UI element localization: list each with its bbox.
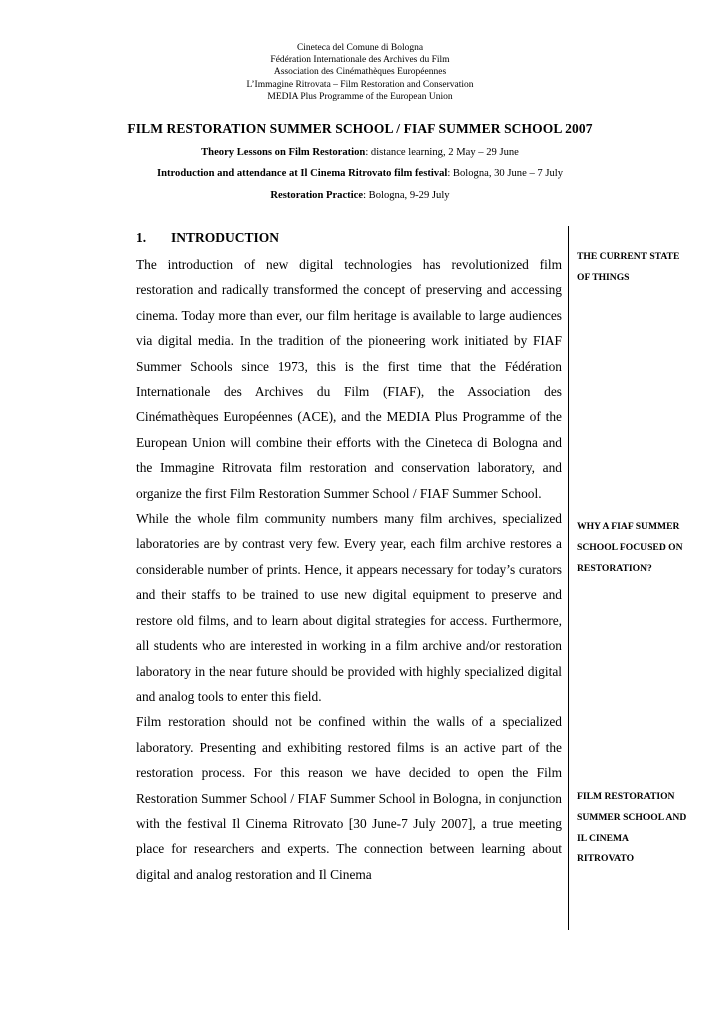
schedule-label: Restoration Practice <box>270 190 364 201</box>
document-header <box>0 42 720 103</box>
section-number: 1. <box>136 230 147 245</box>
header-line: Association des Cinémathèques Européennes <box>273 67 447 78</box>
schedule-detail: : distance learning, 2 May – 29 June <box>365 147 519 158</box>
section-title: INTRODUCTION <box>171 230 280 245</box>
schedule-line <box>0 168 720 179</box>
schedule-label: Introduction and attendance at Il Cinema Ritrovato film festival <box>157 168 448 179</box>
section-heading <box>136 230 279 246</box>
schedule-detail: : Bologna, 9-29 July <box>363 190 450 201</box>
header-line: Cineteca del Comune di Bologna <box>296 43 424 53</box>
header-line: MEDIA Plus Programme of the European Union <box>267 91 453 102</box>
body-text <box>136 252 562 887</box>
margin-rule <box>568 226 569 930</box>
paragraph: Film restoration should not be confined within the walls of a specialized laboratory. Presenting and exhibiting restored films is an active part of the restoration process. For this reason we have decided to open the Film Restoration Summer School / FIAF Summer School in Bologna, in conjunction with the festival Il Cinema Ritrovato [30 June-7 July 2007], a true meeting place for researchers and experts. The connection between learning about digital and analog restoration and Il Cinema <box>136 714 562 882</box>
paragraph: The introduction of new digital technologies has revolutionized film restoration and radically transformed the concept of preserving and accessing cinema. Today more than ever, our film heritage is available to large audiences via digital media. In the tradition of the pioneering work initiated by FIAF Summer Schools since 1973, this is the first time that the Fédération Internationale des Archives du Film (FIAF), the Association des Cinémathèques Européennes (ACE), and the MEDIA Plus Programme of the European Union will combine their efforts with the Cineteca di Bologna and the Immagine Ritrovata film restoration and conservation laboratory, and organize the first Film Restoration Summer School / FIAF Summer School. <box>136 257 562 501</box>
margin-note: WHY A FIAF SUMMER SCHOOL FOCUSED ON RESTORATION? <box>577 521 683 574</box>
document-title: FILM RESTORATION SUMMER SCHOOL / FIAF SUMMER SCHOOL 2007 <box>127 121 593 136</box>
paragraph: While the whole film community numbers many film archives, specialized laboratories are by contrast very few. Every year, each film archive restores a considerable number of prints. Hence, it appears necessary for today’s curators and their staffs to be trained to use new digital equipment to preserve and restore old films, and to learn about digital strategies for access. Furthermore, all students who are interested in working in a film archive and/or restoration laboratory in the near future should be provided with highly specialized digital and analog tools to enter this field. <box>136 511 562 704</box>
margin-note: FILM RESTORATION SUMMER SCHOOL AND IL CINEMA RITROVATO <box>577 791 687 865</box>
margin-note: THE CURRENT STATE OF THINGS <box>577 251 680 283</box>
schedule-line <box>0 147 720 158</box>
header-line: Fédération Internationale des Archives du Film <box>270 55 450 66</box>
schedule-line <box>0 190 720 201</box>
header-line: L’Immagine Ritrovata – Film Restoration and Conservation <box>246 79 474 90</box>
schedule-label: Theory Lessons on Film Restoration <box>201 147 366 158</box>
schedule-detail: : Bologna, 30 June – 7 July <box>447 168 563 179</box>
